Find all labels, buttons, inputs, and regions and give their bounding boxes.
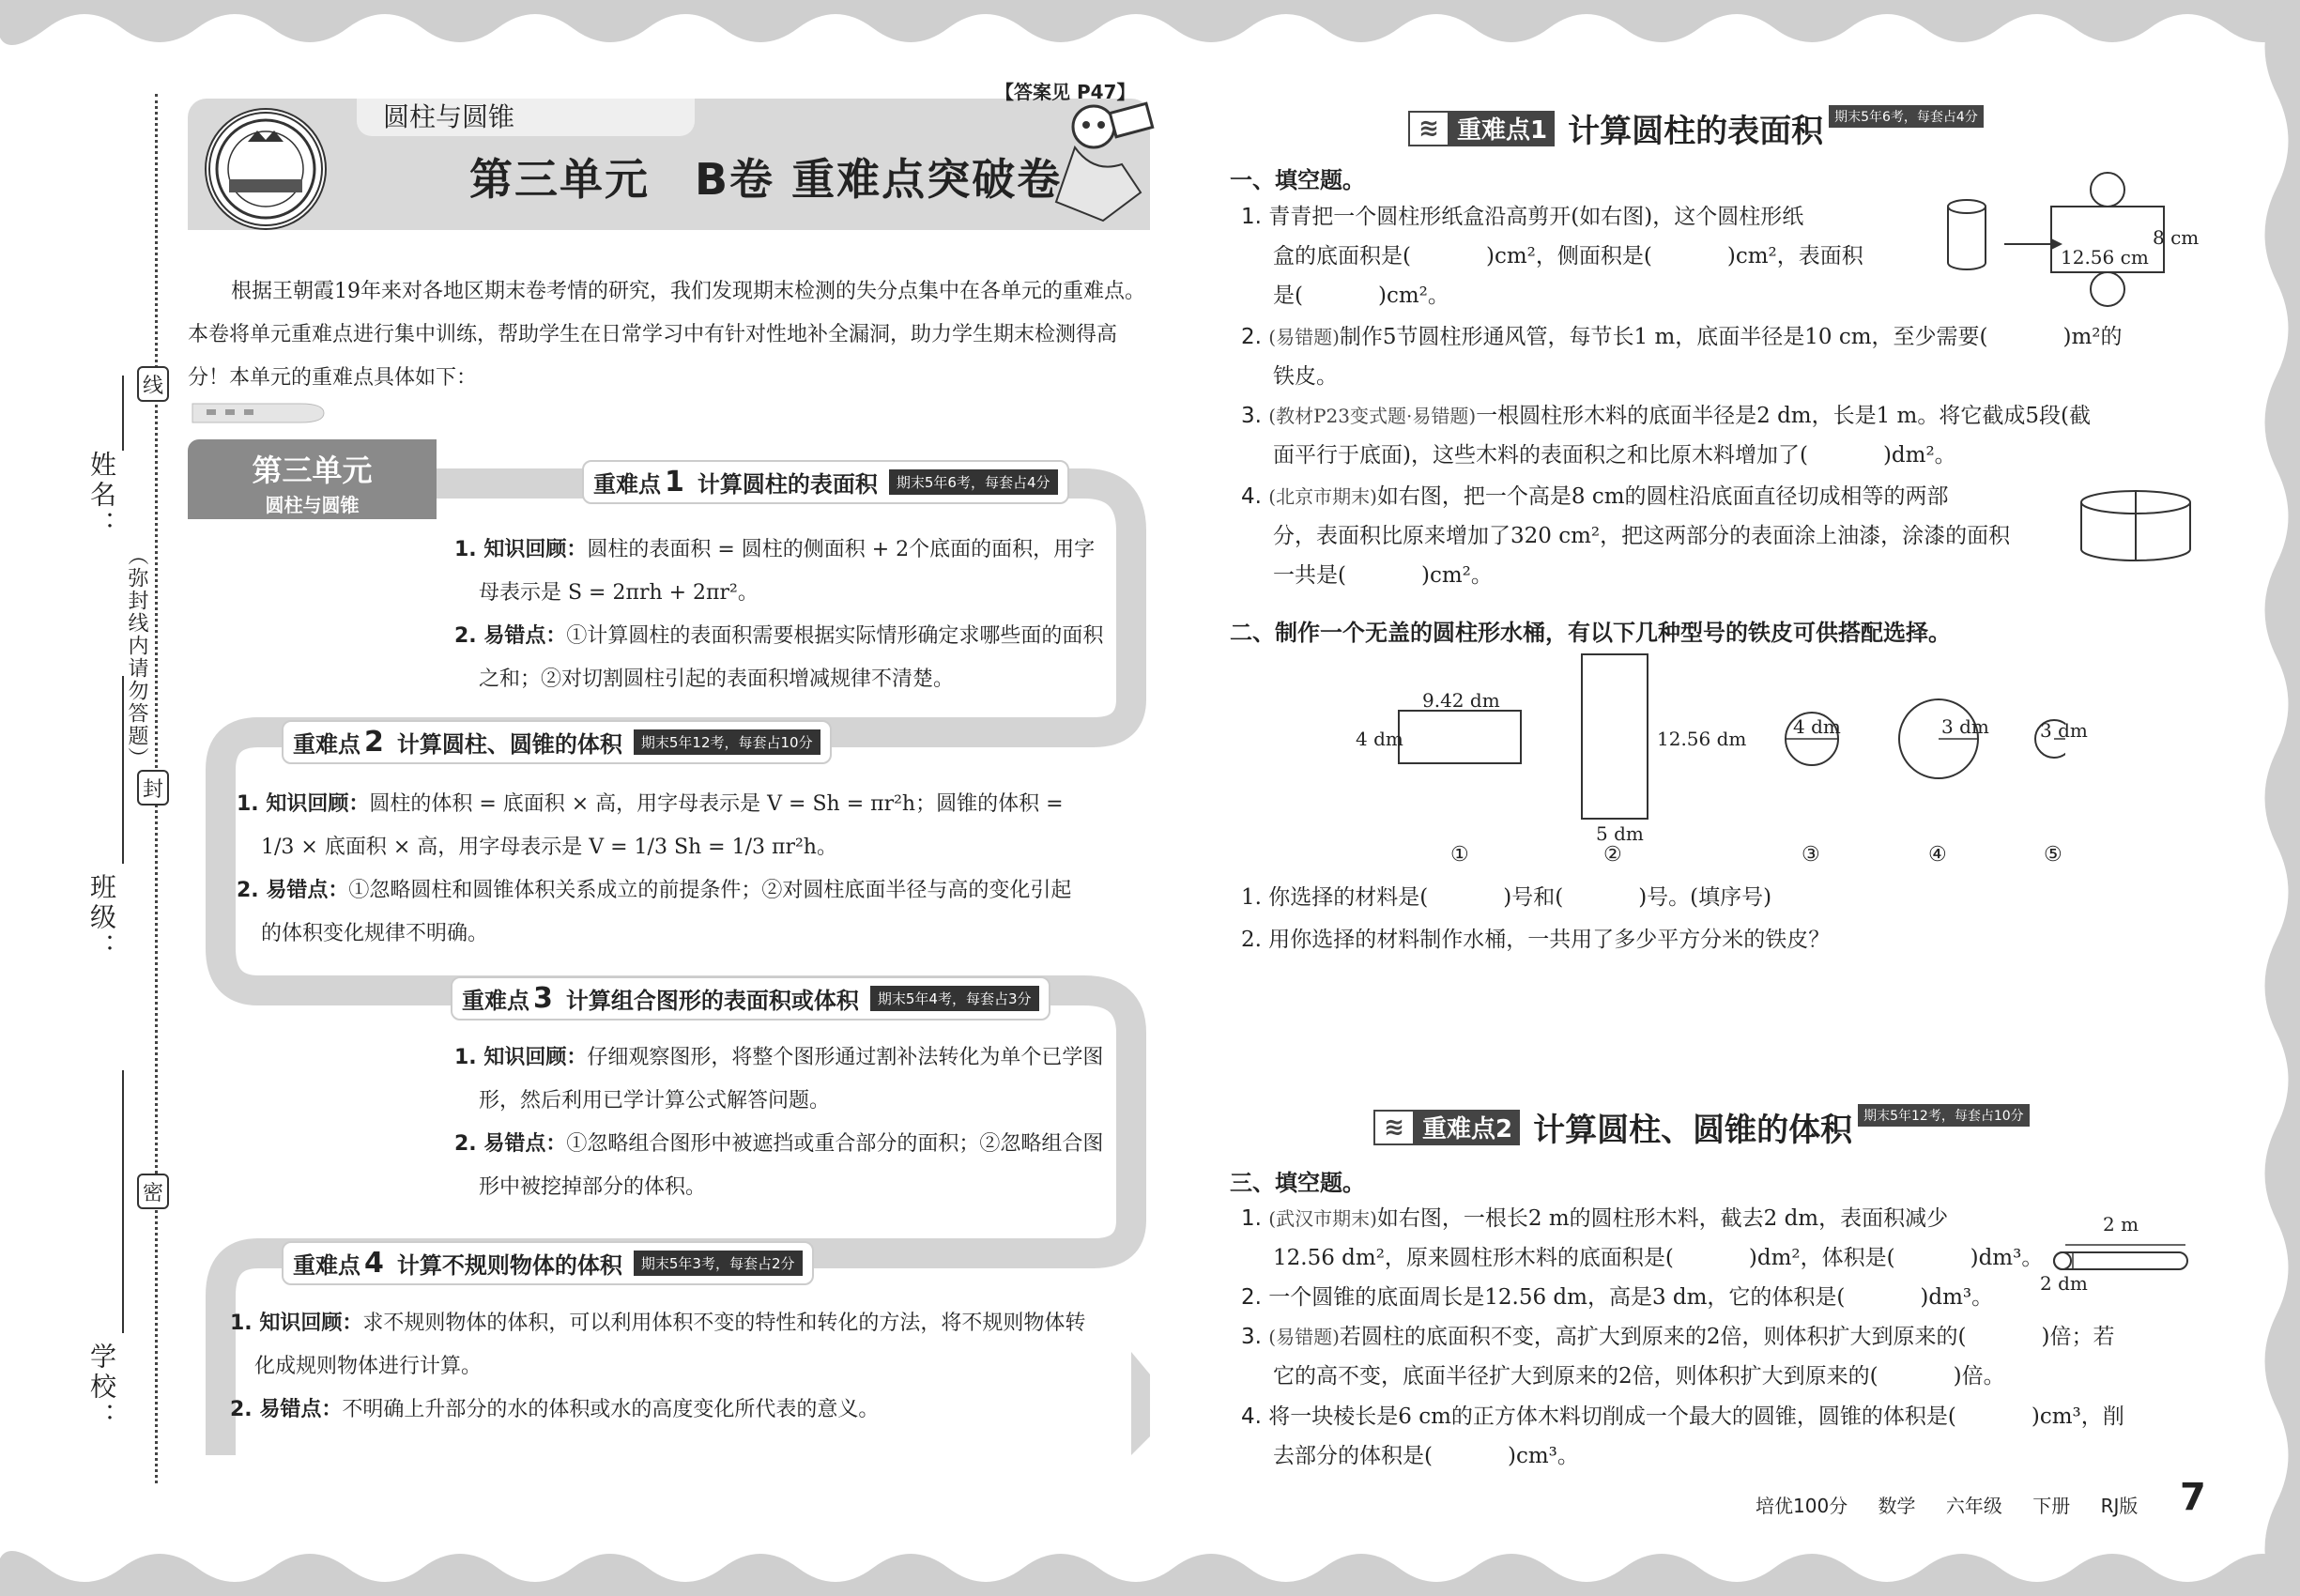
brand-logo-icon: [210, 114, 321, 224]
class-label: 班级：: [86, 873, 117, 963]
kp4-review-label: 1. 知识回顾：: [230, 1312, 363, 1335]
question-3-2: 2. 一个圆锥的底面周长是12.56 dm，高是3 dm，它的体积是( )dm³。: [1241, 1285, 1994, 1310]
seal-mark-line: 线: [137, 366, 169, 402]
key-point-2-title: 计算圆柱、圆锥的体积: [396, 731, 622, 758]
right-kp2-header: [1373, 1104, 2030, 1150]
key-point-4-label: 重难点: [293, 1252, 360, 1279]
kp2-pitfall-text: ①忽略圆柱和圆锥体积关系成立的前提条件；②对圆柱底面半径与高的变化引起的体积变化规律不明确。: [261, 879, 1072, 945]
question-2-2: 2. 用你选择的材料制作水桶，一共用了多少平方分米的铁皮？: [1241, 928, 1831, 952]
intro-paragraph: 根据王朝霞19年来对各地区期末卷考情的研究，我们发现期末检测的失分点集中在各单元的重难点。本卷将单元重难点进行集中训练，帮助学生在日常学习中有针对性地补全漏洞，助力学生期末检测得高分！本单元的重难点具体如下：: [188, 280, 1145, 390]
key-point-3-body: [454, 1036, 1112, 1209]
right-wave-border: [2244, 0, 2300, 1596]
material-2-height: 12.56 dm: [1657, 728, 1747, 750]
name-label: 姓名：: [86, 451, 117, 541]
right-kp1-tag: 期末5年6考，每套占4分: [1829, 105, 1984, 128]
seal-mark-seal: 封: [137, 770, 169, 806]
question-1-1: 1. 青青把一个圆柱形纸盒沿高剪开(如右图)，这个圆柱形纸 盒的底面积是( )cm²，侧面积是( )cm²，表面积 是( )cm²。: [1241, 205, 1863, 308]
wave-icon: ≋: [1408, 111, 1449, 146]
school-label: 学校：: [86, 1343, 117, 1433]
question-1-3: 3. (教材P23变式题·易错题)一根圆柱形木料的底面半径是2 dm，长是1 m。将它截成5段(截 面平行于底面)，这些木料的表面积之和比原木料增加了( )dm²。: [1241, 404, 2091, 468]
material-4-radius: 3 dm: [1941, 715, 1989, 738]
section-3-heading: 三、填空题。: [1230, 1170, 1365, 1196]
section-2-heading: 二、制作一个无盖的圆柱形水桶，有以下几种型号的铁皮可供搭配选择。: [1230, 620, 1951, 646]
material-number: ⑤: [2044, 843, 2062, 867]
key-point-1-number: 1: [665, 466, 684, 499]
key-point-1-header: [582, 460, 1069, 504]
right-kp2-title: 计算圆柱、圆锥的体积: [1533, 1112, 1853, 1149]
kp3-pitfall-text: ①忽略组合图形中被遮挡或重合部分的面积；②忽略组合图形中被挖掉部分的体积。: [479, 1132, 1104, 1199]
key-point-2-header: [282, 720, 832, 764]
name-field[interactable]: [122, 376, 124, 451]
key-point-3-number: 3: [533, 982, 553, 1015]
log-length-label: 2 m: [2103, 1213, 2139, 1235]
section-1-heading: 一、填空题。: [1230, 167, 1365, 193]
page-number: 7: [2180, 1476, 2206, 1519]
unit-box-subtitle: 圆柱与圆锥: [265, 494, 360, 516]
net-height-label: 8 cm: [2153, 226, 2200, 249]
kp4-review-text: 求不规则物体的体积，可以利用体积不变的特性和转化的方法，将不规则物体转化成规则物体进行计算。: [254, 1312, 1086, 1378]
key-point-4-title: 计算不规则物体的体积: [396, 1252, 622, 1279]
key-point-3-title: 计算组合图形的表面积或体积: [565, 988, 859, 1014]
top-wave-border: [0, 0, 2300, 66]
key-point-4-number: 4: [364, 1247, 384, 1280]
question-3-1: 1. (武汉市期末)如右图，一根长2 m的圆柱形木料，截去2 dm，表面积减少 12.56 dm²，原来圆柱形木料的底面积是( )dm²，体积是( )dm³。: [1241, 1206, 2044, 1270]
kp1-pitfall-label: 2. 易错点：: [454, 624, 567, 648]
kp3-review-text: 仔细观察图形，将整个图形通过割补法转化为单个已学图形，然后利用已学计算公式解答问题。: [479, 1046, 1104, 1113]
banner-main-title: 第三单元 B卷 重难点突破卷: [469, 154, 1063, 205]
material-number: ①: [1450, 843, 1469, 867]
material-3-diameter: 4 dm: [1793, 715, 1841, 738]
split-cylinder-figure: [2075, 483, 2197, 568]
question-1-2: 2. (易错题)制作5节圆柱形通风管，每节长1 m，底面半径是10 cm，至少需要( )m²的 铁皮。: [1241, 325, 2123, 389]
question-3-3: 3. (易错题)若圆柱的底面积不变，高扩大到原来的2倍，则体积扩大到原来的( )倍；若 它的高不变，底面半径扩大到原来的2倍，则体积扩大到原来的( )倍。: [1241, 1325, 2115, 1389]
key-point-2-body: [237, 783, 1081, 956]
key-point-1-title: 计算圆柱的表面积: [697, 471, 878, 498]
binding-strip: [75, 94, 188, 1483]
wave-icon: ≋: [1373, 1110, 1415, 1145]
material-number: ③: [1802, 843, 1820, 867]
material-5-radius: 3 dm: [2040, 719, 2088, 742]
page-footer: 培优100分 数学 六年级 下册 RJ版: [1756, 1495, 2139, 1517]
seal-mark-secret: 密: [137, 1174, 169, 1209]
material-1-width: 9.42 dm: [1422, 689, 1500, 712]
key-point-1-tag: 期末5年6考，每套占4分: [889, 469, 1058, 495]
mascot-illustration: [1037, 89, 1159, 230]
banner-tab-title: 圆柱与圆锥: [357, 99, 695, 136]
right-kp1-title: 计算圆柱的表面积: [1568, 113, 1824, 150]
kp1-pitfall-text: ①计算圆柱的表面积需要根据实际情形确定求哪些面的面积之和；②对切割圆柱引起的表面积增减规律不清楚。: [479, 624, 1104, 691]
brand-logo: [205, 108, 327, 230]
unit-label-box: [188, 439, 437, 519]
kp3-pitfall-label: 2. 易错点：: [454, 1132, 567, 1156]
material-2-width: 5 dm: [1596, 822, 1644, 845]
question-2-1: 1. 你选择的材料是( )号和( )号。(填序号): [1241, 885, 1772, 910]
answer-reference: 【答案见 P47】: [995, 81, 1136, 103]
key-point-2-label: 重难点: [293, 731, 360, 758]
seal-note: （弥封线内请勿答题）: [125, 545, 148, 770]
right-kp2-tag: 期末5年12考，每套占10分: [1858, 1104, 2030, 1127]
kp2-review-label: 1. 知识回顾：: [237, 792, 370, 816]
material-1-height: 4 dm: [1356, 728, 1403, 750]
net-width-label: 12.56 cm: [2061, 246, 2149, 269]
unit-box-title: 第三单元: [252, 453, 373, 488]
key-point-2-tag: 期末5年12考，每套占10分: [634, 729, 820, 755]
question-3-4: 4. 将一块棱长是6 cm的正方体木料切削成一个最大的圆锥，圆锥的体积是( )cm³，削 去部分的体积是( )cm³。: [1241, 1404, 2124, 1468]
kp2-pitfall-label: 2. 易错点：: [237, 879, 349, 902]
key-point-4-header: [282, 1241, 814, 1285]
bottom-wave-border: [0, 1530, 2300, 1596]
train-decoration: [188, 394, 329, 432]
log-cut-label: 2 dm: [2040, 1272, 2088, 1295]
key-point-2-number: 2: [364, 726, 384, 759]
kp1-review-label: 1. 知识回顾：: [454, 538, 588, 561]
key-point-3-tag: 期末5年4考，每套占3分: [870, 986, 1039, 1011]
key-point-3-header: [451, 976, 1050, 1021]
kp3-review-label: 1. 知识回顾：: [454, 1046, 588, 1069]
right-kp2-label: 重难点2: [1422, 1115, 1513, 1143]
key-point-4-body: [230, 1302, 1094, 1432]
key-point-1-label: 重难点: [593, 471, 661, 498]
material-number: ④: [1928, 843, 1947, 867]
kp2-review-text: 圆柱的体积 = 底面积 × 高，用字母表示是 V = Sh = πr²h；圆锥的体积 = 1/3 × 底面积 × 高，用字母表示是 V = 1/3 Sh = 1/3 πr²h。: [261, 792, 1064, 859]
kp4-pitfall-label: 2. 易错点：: [230, 1398, 343, 1421]
unit-banner: [188, 99, 1150, 230]
question-1-4: 4. (北京市期末)如右图，把一个高是8 cm的圆柱沿底面直径切成相等的两部 分，表面积比原来增加了320 cm²，把这两部分的表面涂上油漆，涂漆的面积 一共是( )cm²。: [1241, 484, 2011, 588]
key-point-1-body: [454, 529, 1112, 701]
right-kp1-label: 重难点1: [1457, 116, 1548, 145]
school-field[interactable]: [122, 1070, 124, 1333]
kp1-review-text: 圆柱的表面积 = 圆柱的侧面积 + 2个底面的面积，用字母表示是 S = 2πrh + 2πr²。: [479, 538, 1096, 605]
key-point-3-label: 重难点: [462, 988, 529, 1014]
material-number: ②: [1603, 843, 1622, 867]
right-kp1-header: [1408, 105, 1984, 151]
key-point-4-tag: 期末5年3考，每套占2分: [634, 1251, 803, 1276]
kp4-pitfall-text: 不明确上升部分的水的体积或水的高度变化所代表的意义。: [342, 1398, 880, 1421]
